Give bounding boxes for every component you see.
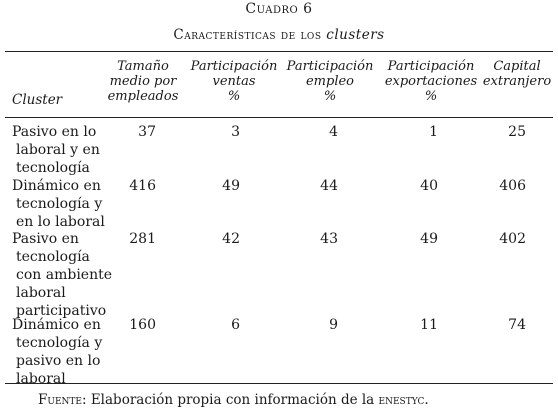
row-3-employment: 43	[320, 231, 338, 247]
caption-title	[0, 27, 558, 43]
source-label: Fuente:	[38, 392, 87, 408]
row-4-employment: 9	[329, 317, 338, 333]
row-2-exports: 40	[420, 178, 438, 194]
row-1-cluster-line-1: Pasivo en lo	[12, 124, 97, 140]
row-2-cluster-line-3: en lo laboral	[16, 214, 105, 230]
row-3-cluster-line-2: tecnología	[16, 249, 90, 265]
header-exports-line-1: Participación	[387, 59, 475, 74]
row-1-exports: 1	[429, 124, 438, 140]
header-size-line-2: medio por	[109, 74, 177, 89]
header-size-line-1: Tamaño	[117, 59, 169, 74]
header-size	[100, 59, 186, 104]
header-exports-line-2: exportaciones	[384, 74, 478, 89]
row-4-exports: 11	[420, 317, 438, 333]
header-capital-line-1: Capital	[493, 59, 541, 74]
row-3-cluster-line-3: con ambiente	[16, 267, 113, 283]
row-4-size: 160	[129, 317, 156, 333]
row-3-cluster-line-4: laboral	[16, 285, 66, 301]
row-3-size: 281	[129, 231, 156, 247]
row-3-capital: 402	[499, 231, 526, 247]
row-4-cluster-line-1: Dinámico en	[12, 317, 101, 333]
row-2-cluster	[12, 177, 122, 231]
row-2-size: 416	[129, 178, 156, 194]
source-org: enestyc.	[378, 392, 429, 408]
row-4-sales: 6	[231, 317, 240, 333]
header-capital	[482, 59, 552, 89]
caption-title-italic: clusters	[326, 27, 385, 43]
row-3-cluster-line-1: Pasivo en	[12, 231, 79, 247]
header-sales	[188, 59, 280, 104]
header-capital-line-2: extranjero	[482, 74, 552, 89]
header-exports-line-3: %	[424, 89, 438, 104]
header-employment-line-1: Participación	[286, 59, 374, 74]
caption-title-prefix: Características de los	[173, 27, 322, 43]
row-4-cluster-line-2: tecnología y	[16, 335, 103, 351]
row-3-cluster-line-5: participativo	[16, 303, 107, 319]
row-1-cluster-line-3: tecnología	[16, 160, 90, 176]
table-top-rule	[5, 51, 553, 52]
row-1-employment: 4	[329, 124, 338, 140]
header-cluster: Cluster	[12, 92, 63, 108]
row-1-sales: 3	[231, 124, 240, 140]
header-size-line-3: empleados	[107, 89, 179, 104]
caption-number: Cuadro 6	[245, 1, 313, 17]
header-sales-line-1: Participación	[190, 59, 278, 74]
row-3-cluster	[12, 230, 122, 320]
row-1-size: 37	[138, 124, 156, 140]
header-employment-line-3: %	[323, 89, 337, 104]
row-4-cluster-line-3: pasivo en lo	[16, 353, 101, 369]
row-2-sales: 49	[222, 178, 240, 194]
row-1-capital: 25	[508, 124, 526, 140]
source-note	[38, 392, 429, 408]
row-1-cluster-line-2: laboral y en	[16, 142, 100, 158]
row-1-cluster	[12, 123, 122, 177]
row-2-cluster-line-1: Dinámico en	[12, 178, 101, 194]
row-4-cluster-line-4: laboral	[16, 371, 66, 387]
header-sales-line-2: ventas	[212, 74, 256, 89]
row-2-capital: 406	[499, 178, 526, 194]
header-employment-line-2: empleo	[305, 74, 355, 89]
row-3-sales: 42	[222, 231, 240, 247]
header-sales-line-3: %	[227, 89, 241, 104]
header-exports	[382, 59, 480, 104]
source-text: Elaboración propia con información de la	[90, 392, 375, 408]
table-header-rule	[5, 117, 553, 118]
header-employment	[284, 59, 376, 104]
row-2-employment: 44	[320, 178, 338, 194]
row-3-exports: 49	[420, 231, 438, 247]
row-4-capital: 74	[508, 317, 526, 333]
row-4-cluster	[12, 316, 122, 388]
row-2-cluster-line-2: tecnología y	[16, 196, 103, 212]
